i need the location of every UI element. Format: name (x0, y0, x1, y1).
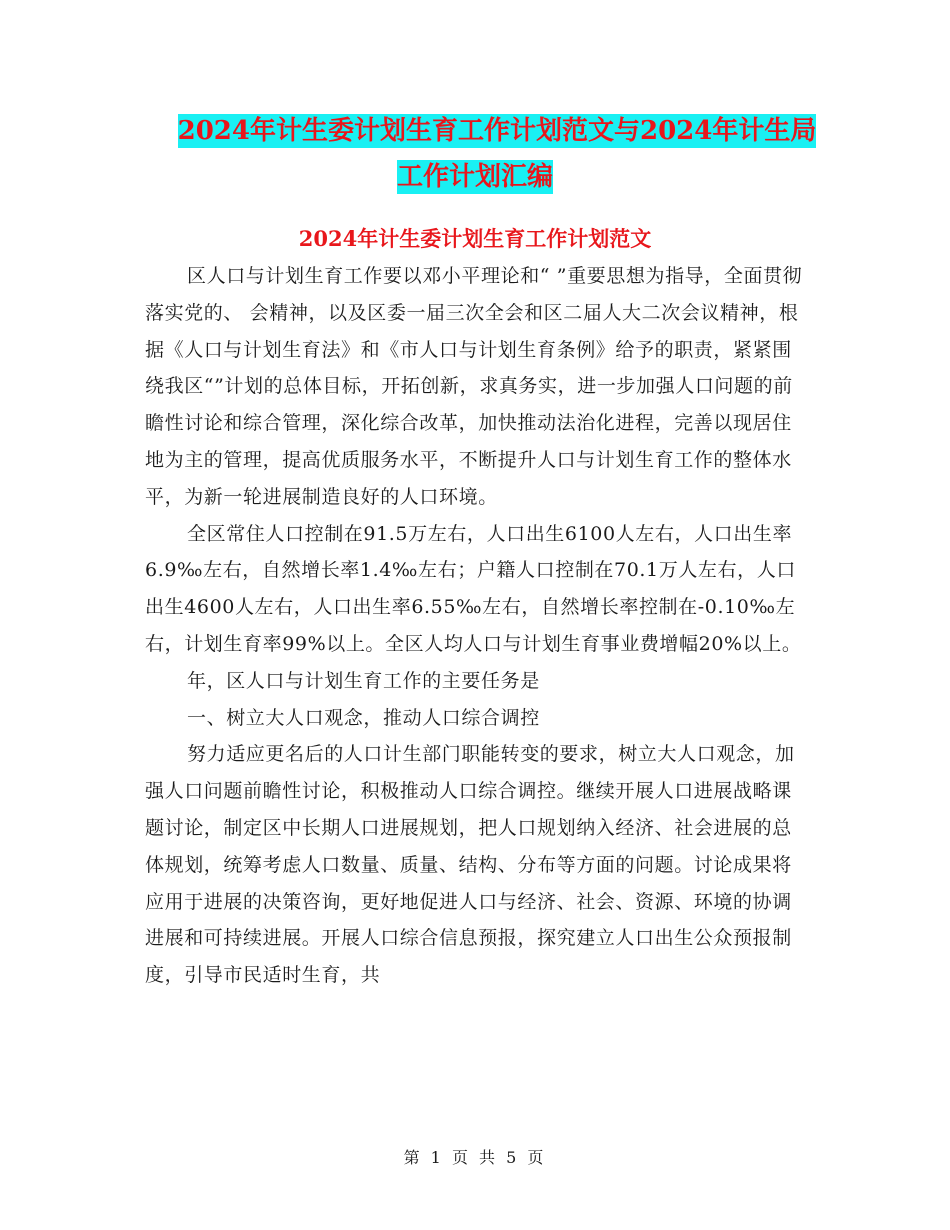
title-line-2: 工作计划汇编 (396, 162, 553, 192)
paragraph-2: 全区常住人口控制在91.5万左右，人口出生6100人左右，人口出生率6.9‰左右，自然增长率1.4‰左右；户籍人口控制在70.1万人左右，人口出生4600人左右，人口出生率6.55‰左右，自然增长率控制在-0.10‰左右，计划生育率99%以上。全区人均人口与计划生育事业费增幅20%以上。 (145, 522, 802, 655)
paragraph-5: 努力适应更名后的人口计生部门职能转变的要求，树立大人口观念，加强人口问题前瞻性讨论，积极推动人口综合调控。继续开展人口进展战略课题讨论，制定区中长期人口进展规划，把人口规划纳入经济、社会进展的总体规划，统筹考虑人口数量、质量、结构、分布等方面的问题。讨论成果将应用于进展的决策咨询，更好地促进人口与经济、社会、资源、环境的协调进展和可持续进展。开展人口综合信息预报，探究建立人口出生公众预报制度，引导市民适时生育，共 (145, 743, 795, 987)
document-title (0, 108, 950, 200)
paragraph-4-heading: 一、树立大人口观念，推动人口综合调控 (187, 706, 540, 729)
title-line-1: 2024年计生委计划生育工作计划范文与2024年计生局 (177, 116, 817, 146)
page-footer: 第 1 页 共 5 页 (403, 1148, 547, 1167)
document-body (145, 258, 805, 994)
paragraph-1: 区人口与计划生育工作要以邓小平理论和“ ”重要思想为指导，全面贯彻落实党的、 会精神，以及区委一届三次全会和区二届人大二次会议精神，根据《人口与计划生育法》和《市人口与计划生育条例》给予的职责，紧紧围绕我区“”计划的总体目标，开拓创新，求真务实，进一步加强人口问题的前瞻性讨论和综合管理，深化综合改革，加快推动法治化进程，完善以现居住地为主的管理，提高优质服务水平，不断提升人口与计划生育工作的整体水平，为新一轮进展制造良好的人口环境。 (145, 265, 803, 508)
paragraph-3: 年，区人口与计划生育工作的主要任务是 (187, 669, 540, 692)
section-heading: 2024年计生委计划生育工作计划范文 (298, 226, 652, 251)
